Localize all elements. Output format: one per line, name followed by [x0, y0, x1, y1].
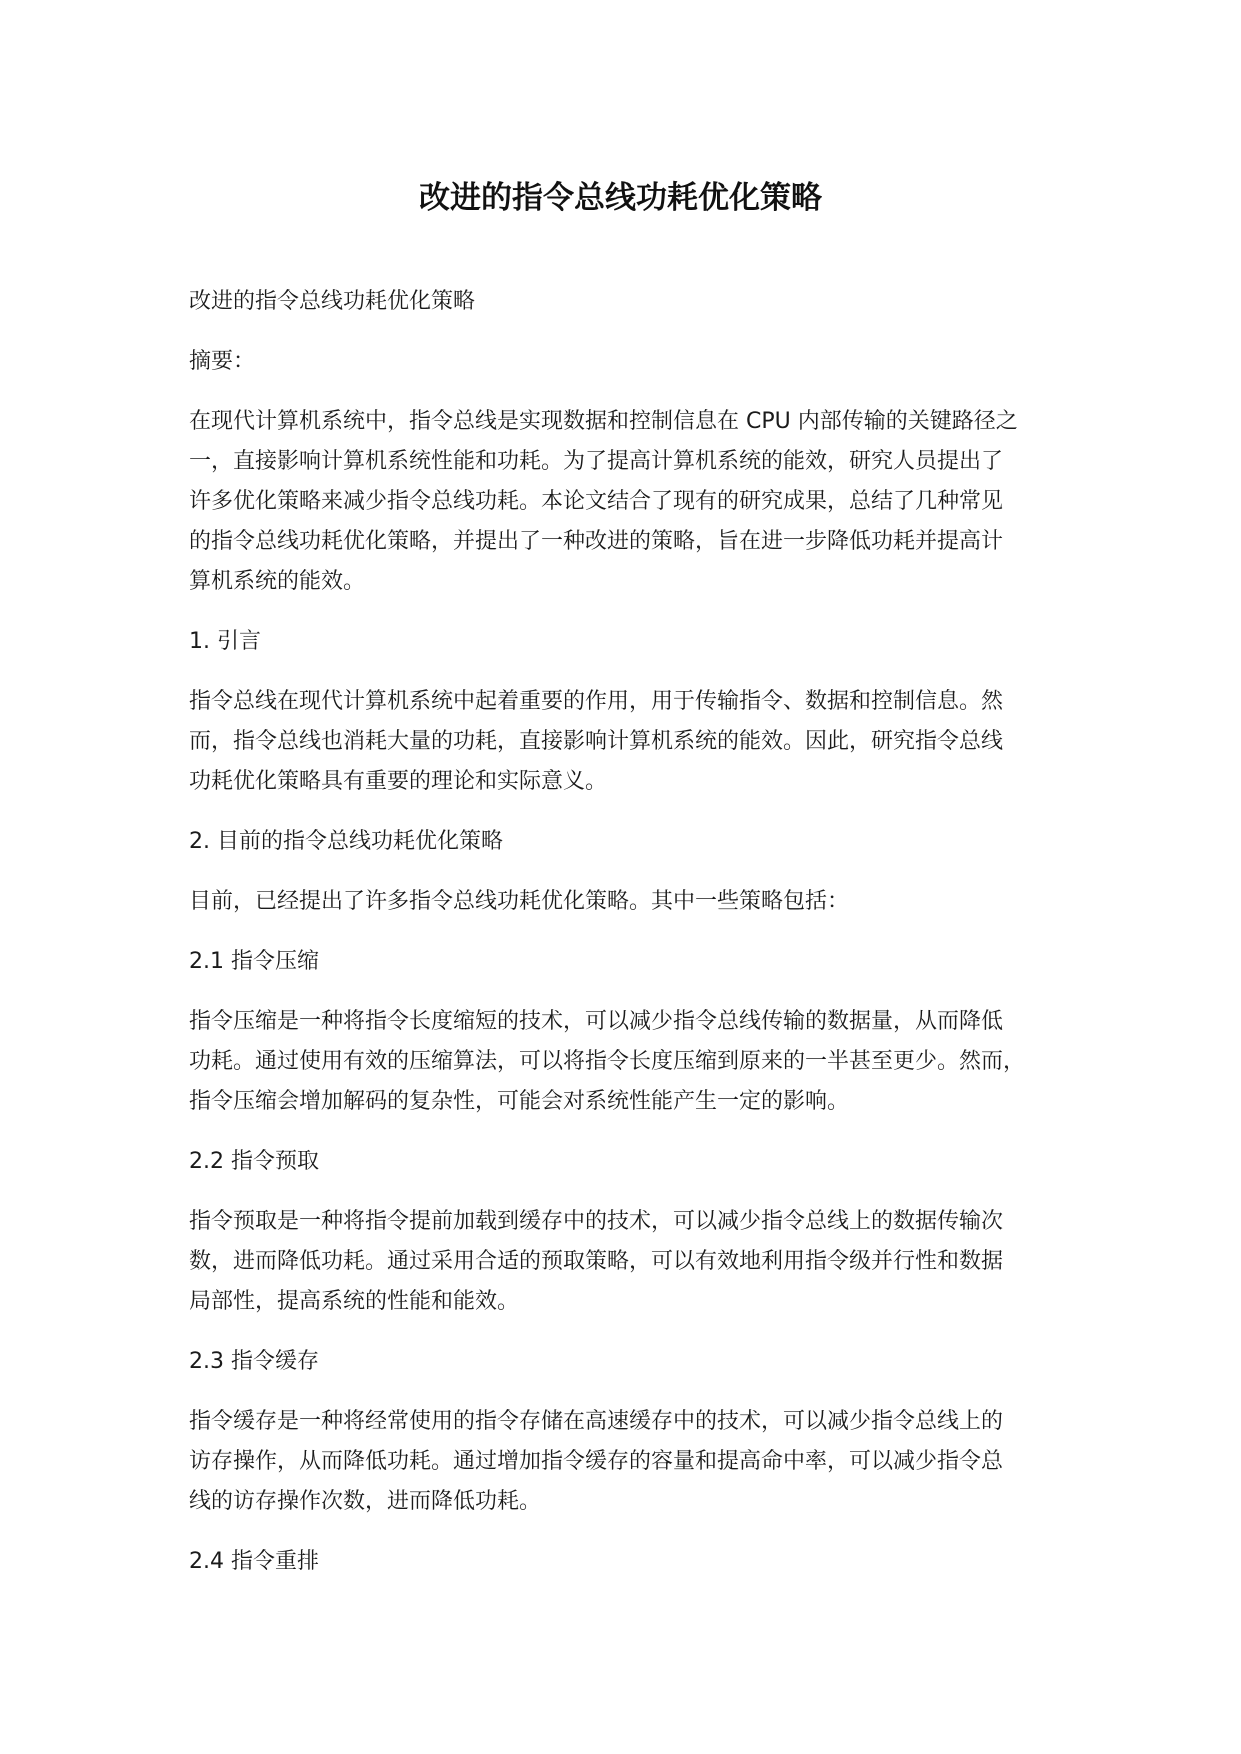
current-strategies-paragraph	[189, 882, 1069, 922]
section-heading-current-strategies	[189, 822, 1069, 862]
text-line: 指令缓存是一种将经常使用的指令存储在高速缓存中的技术，可以减少指令总线上的	[189, 1409, 1004, 1434]
text-line: 2.1 指令压缩	[189, 949, 319, 974]
text-line: 指令压缩是一种将指令长度缩短的技术，可以减少指令总线传输的数据量，从而降低	[189, 1009, 1004, 1034]
text-line: 指令预取是一种将指令提前加载到缓存中的技术，可以减少指令总线上的数据传输次	[189, 1209, 1004, 1234]
text-line: 许多优化策略来减少指令总线功耗。本论文结合了现有的研究成果，总结了几种常见	[189, 489, 1004, 514]
text-line: 功耗优化策略具有重要的理论和实际意义。	[189, 769, 608, 794]
text-line: 摘要：	[189, 349, 256, 374]
text-line: 2. 目前的指令总线功耗优化策略	[189, 829, 503, 854]
abstract-heading	[189, 342, 1069, 382]
text-line: 局部性，提高系统的性能和能效。	[189, 1289, 520, 1314]
subsection-heading-reorder	[189, 1542, 1069, 1582]
text-line: 而，指令总线也消耗大量的功耗，直接影响计算机系统的能效。因此，研究指令总线	[189, 729, 1004, 754]
section-heading-introduction	[189, 622, 1069, 662]
cache-paragraph	[189, 1402, 1069, 1522]
document-body	[189, 282, 1069, 1602]
text-line: 目前，已经提出了许多指令总线功耗优化策略。其中一些策略包括：	[189, 889, 850, 914]
text-line: 一，直接影响计算机系统性能和功耗。为了提高计算机系统的能效，研究人员提出了	[189, 449, 1004, 474]
text-line: 算机系统的能效。	[189, 569, 366, 594]
text-line: 2.2 指令预取	[189, 1149, 319, 1174]
text-line: 改进的指令总线功耗优化策略	[189, 289, 476, 314]
subsection-heading-cache	[189, 1342, 1069, 1382]
text-line: 功耗。通过使用有效的压缩算法，可以将指令长度压缩到原来的一半甚至更少。然而，	[189, 1049, 1026, 1074]
subtitle-paragraph	[189, 282, 1069, 322]
prefetch-paragraph	[189, 1202, 1069, 1322]
text-line: 1. 引言	[189, 629, 261, 654]
text-line: 数，进而降低功耗。通过采用合适的预取策略，可以有效地利用指令级并行性和数据	[189, 1249, 1004, 1274]
subsection-heading-prefetch	[189, 1142, 1069, 1182]
text-line: 访存操作，从而降低功耗。通过增加指令缓存的容量和提高命中率，可以减少指令总	[189, 1449, 1004, 1474]
text-line: 2.3 指令缓存	[189, 1349, 319, 1374]
subsection-heading-compression	[189, 942, 1069, 982]
text-line: 指令总线在现代计算机系统中起着重要的作用，用于传输指令、数据和控制信息。然	[189, 689, 1004, 714]
text-line: 线的访存操作次数，进而降低功耗。	[189, 1489, 542, 1514]
introduction-paragraph	[189, 682, 1069, 802]
compression-paragraph	[189, 1002, 1069, 1122]
text-line: 指令压缩会增加解码的复杂性，可能会对系统性能产生一定的影响。	[189, 1089, 850, 1114]
text-line: 的指令总线功耗优化策略，并提出了一种改进的策略，旨在进一步降低功耗并提高计	[189, 529, 1004, 554]
document-title: 改进的指令总线功耗优化策略	[419, 180, 822, 216]
text-line: 2.4 指令重排	[189, 1549, 319, 1574]
text-line: 在现代计算机系统中，指令总线是实现数据和控制信息在 CPU 内部传输的关键路径之	[189, 409, 1018, 434]
abstract-paragraph	[189, 402, 1069, 602]
